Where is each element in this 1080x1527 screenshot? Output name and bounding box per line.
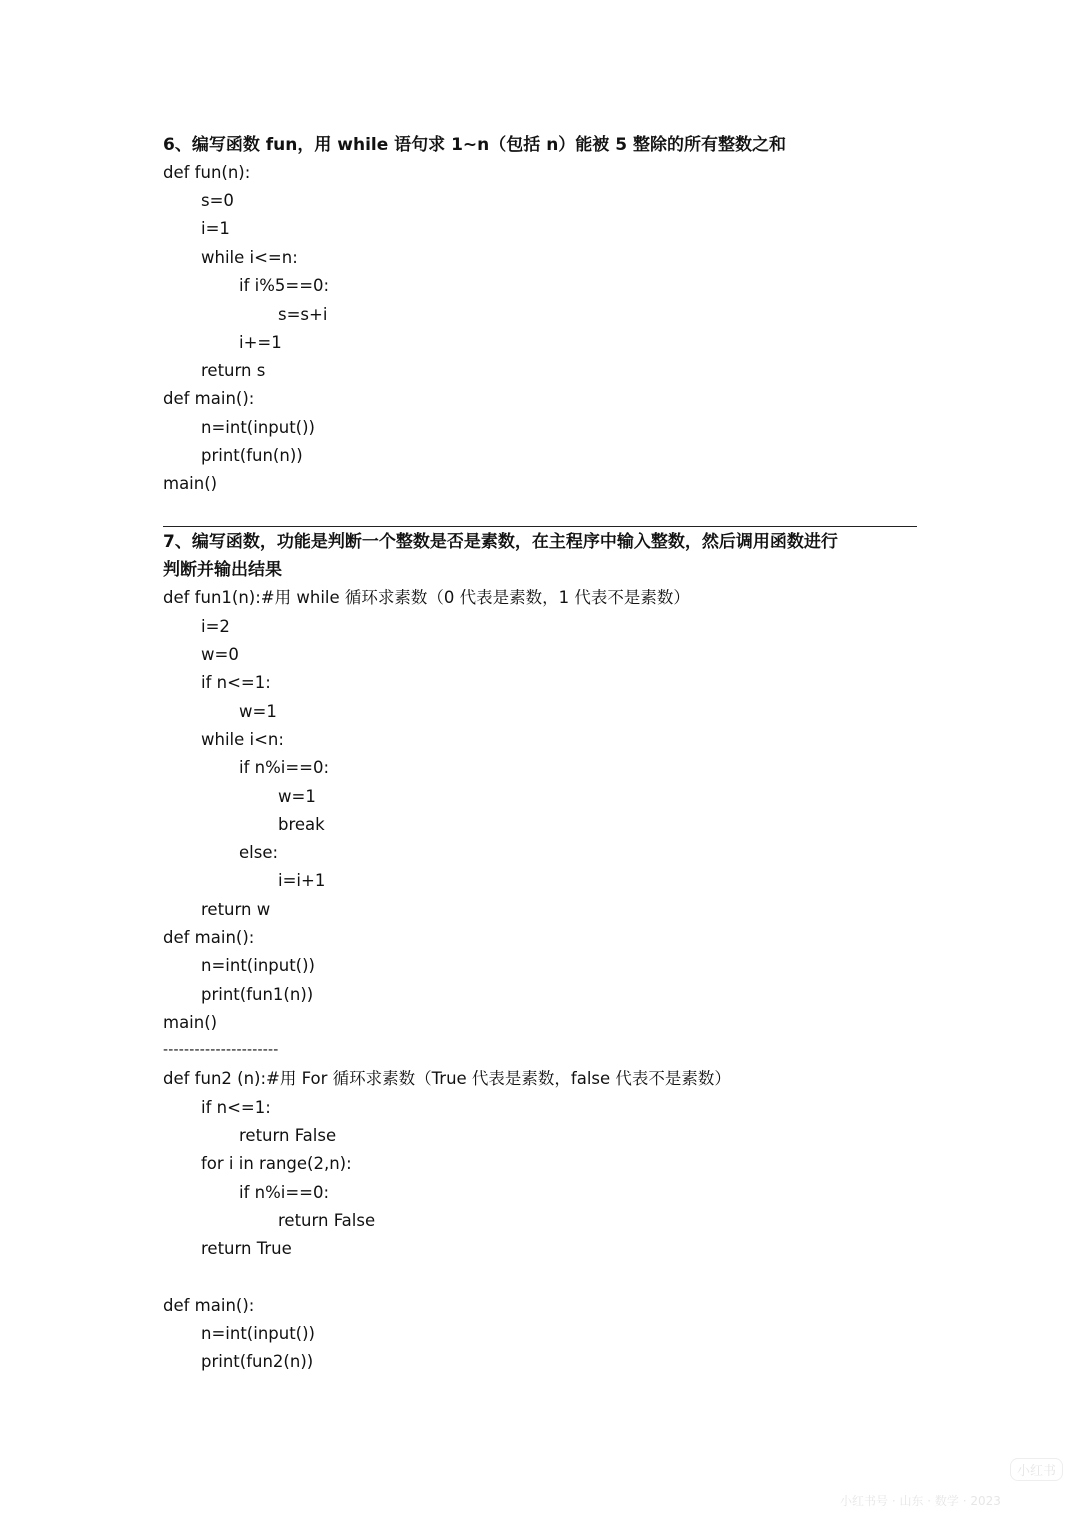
q7-code1-line: break bbox=[278, 815, 325, 834]
q7-code1-line: print(fun1(n)) bbox=[201, 985, 314, 1004]
q6-code-line: n=int(input()) bbox=[201, 418, 315, 437]
q7-code1-line: def fun1(n):#用 while 循环求素数（0 代表是素数，1 代表不是素数） bbox=[163, 588, 690, 607]
q7-heading-line1: 7、编写函数，功能是判断一个整数是否是素数，在主程序中输入整数，然后调用函数进行 bbox=[163, 532, 838, 552]
q6-code-line: def main(): bbox=[163, 389, 255, 408]
q7-code2-line: for i in range(2,n): bbox=[201, 1154, 352, 1173]
q7-code2-line: def main(): bbox=[163, 1296, 255, 1315]
q7-code2-line: print(fun2(n)) bbox=[201, 1352, 314, 1371]
q7-code1-line: n=int(input()) bbox=[201, 956, 315, 975]
q6-code-line: return s bbox=[201, 361, 266, 380]
q6-code-line: print(fun(n)) bbox=[201, 446, 303, 465]
q7-code2-line: return False bbox=[278, 1211, 376, 1230]
q6-code-line: s=s+i bbox=[278, 305, 328, 324]
q6-code-line: i=1 bbox=[201, 219, 230, 238]
q7-code1-line: w=1 bbox=[239, 702, 277, 721]
dashed-separator: ---------------------- bbox=[163, 1042, 279, 1058]
q7-code2-line: n=int(input()) bbox=[201, 1324, 315, 1343]
q6-code-line: def fun(n): bbox=[163, 163, 251, 182]
q7-code1-line: main() bbox=[163, 1013, 218, 1032]
q7-code2-line: return False bbox=[239, 1126, 337, 1145]
q7-heading-line2: 判断并输出结果 bbox=[163, 560, 282, 580]
q6-code-line: s=0 bbox=[201, 191, 234, 210]
q6-code-line: main() bbox=[163, 474, 218, 493]
section-divider bbox=[163, 526, 917, 527]
q7-code2-line: if n%i==0: bbox=[239, 1183, 330, 1202]
watermark-caption: 小红书号 · 山东 · 数学 · 2023 bbox=[840, 1494, 1001, 1508]
q7-code1-line: w=1 bbox=[278, 787, 316, 806]
q6-heading: 6、编写函数 fun，用 while 语句求 1~n（包括 n）能被 5 整除的所有整数之和 bbox=[163, 135, 786, 155]
q7-code1-line: i=i+1 bbox=[278, 871, 326, 890]
q6-code-line: i+=1 bbox=[239, 333, 282, 352]
q7-code1-line: return w bbox=[201, 900, 271, 919]
q7-code2-line: if n<=1: bbox=[201, 1098, 271, 1117]
watermark-logo: 小红书 bbox=[1010, 1458, 1063, 1481]
q6-code-line: while i<=n: bbox=[201, 248, 298, 267]
q7-code1-line: i=2 bbox=[201, 617, 230, 636]
q6-code-line: if i%5==0: bbox=[239, 276, 330, 295]
q7-code2-line: def fun2 (n):#用 For 循环求素数（True 代表是素数，false 代表不是素数） bbox=[163, 1069, 731, 1088]
q7-code1-line: def main(): bbox=[163, 928, 255, 947]
q7-code1-line: w=0 bbox=[201, 645, 239, 664]
q7-code2-line: return True bbox=[201, 1239, 292, 1258]
q7-code1-line: if n<=1: bbox=[201, 673, 271, 692]
q7-code1-line: while i<n: bbox=[201, 730, 284, 749]
q7-code1-line: if n%i==0: bbox=[239, 758, 330, 777]
q7-code1-line: else: bbox=[239, 843, 279, 862]
